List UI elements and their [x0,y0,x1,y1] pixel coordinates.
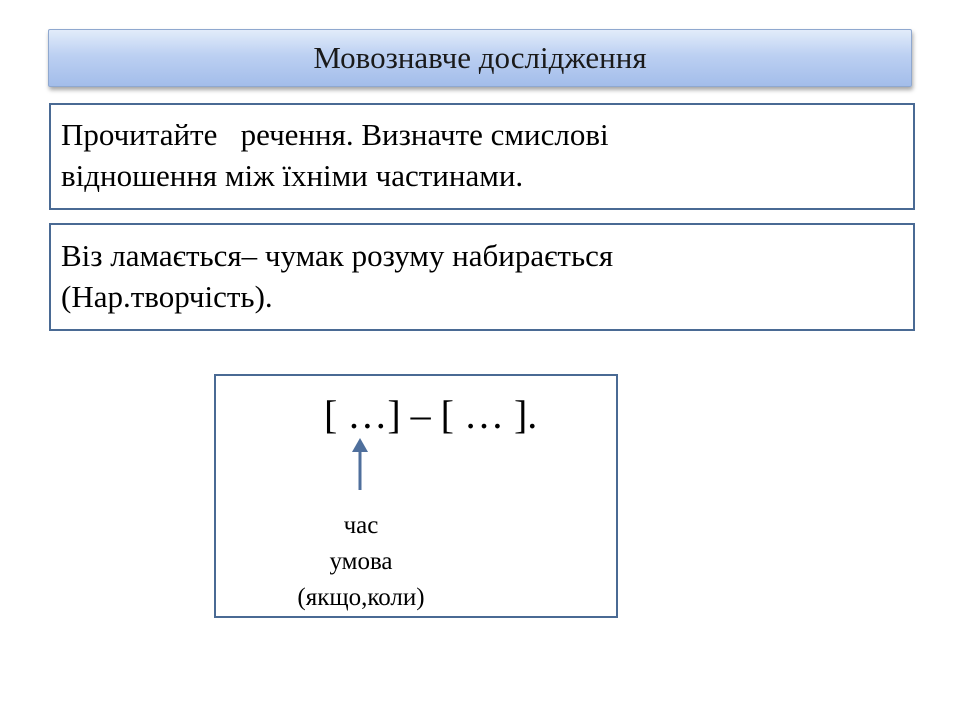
task-box [49,103,915,210]
sentence-scheme: [ …] – [ … ]. [324,392,538,437]
task-line-2: відношення між їхніми частинами. [61,158,524,193]
slide-title-bar [48,29,912,87]
sentence-line-1: Віз ламається– чумак розуму набирається [61,238,614,273]
task-line-1: Прочитайте речення. Визначте смислові [61,117,609,152]
arrow-up-icon [348,438,372,490]
label-conjunctions: (якщо,коли) [297,584,425,611]
sentence-box [49,223,915,331]
label-time: час [343,512,379,539]
scheme-box [214,374,618,618]
relation-labels [266,508,456,616]
label-condition: умова [329,548,393,575]
sentence-line-2: (Нар.творчість). [61,279,273,314]
slide-title: Мовознавче дослідження [313,40,647,75]
